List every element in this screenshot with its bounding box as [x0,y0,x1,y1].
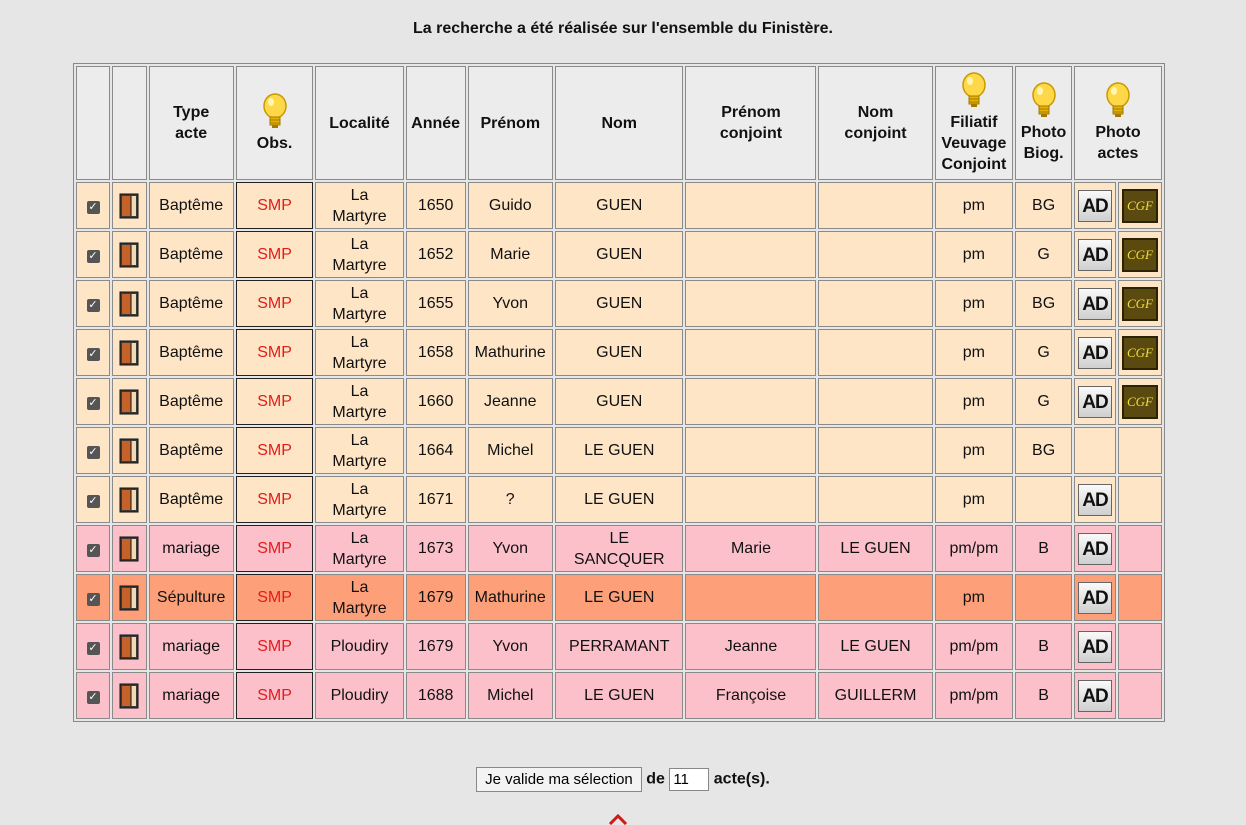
cgf-photo-cell [1118,672,1162,719]
localite-cell: Ploudiry [315,672,403,719]
view-cell[interactable] [112,427,147,474]
photo-biog-cell [1015,574,1072,621]
ad-photo-button[interactable]: AD [1078,239,1112,271]
prenom-cell: Jeanne [468,378,554,425]
type-acte-cell: Baptême [149,231,234,278]
filiatif-cell: pm [935,280,1014,327]
cgf-photo-cell [1118,476,1162,523]
book-icon[interactable] [119,687,139,704]
lightbulb-icon [1031,82,1057,120]
prenom-conjoint-cell [685,231,816,278]
cgf-photo-cell[interactable] [1118,182,1162,229]
checkbox-checked-icon[interactable]: ✓ [88,201,98,213]
photo-biog-cell: B [1015,672,1072,719]
type-acte-cell: Baptême [149,378,234,425]
annee-header: Année [406,66,466,180]
select-column-header [76,66,110,180]
ad-photo-button[interactable]: AD [1078,386,1112,418]
localite-cell: La Martyre [315,525,403,572]
book-icon[interactable] [119,197,139,214]
book-icon[interactable] [119,393,139,410]
view-cell[interactable] [112,182,147,229]
type-acte-cell: mariage [149,623,234,670]
filiatif-cell: pm [935,231,1014,278]
prenom-cell: Yvon [468,280,554,327]
nom-conjoint-cell [818,427,932,474]
obs-cell[interactable]: SMP [236,476,313,523]
table-row [76,329,1162,376]
footer-acte-label: acte(s). [713,770,770,788]
select-cell[interactable] [76,623,110,670]
ad-photo-cell[interactable] [1074,378,1116,425]
photo-biog-cell: B [1015,525,1072,572]
cgf-photo-cell[interactable] [1118,280,1162,327]
view-column-header [112,66,147,180]
checkbox-checked-icon[interactable]: ✓ [88,299,98,311]
type-acte-cell: mariage [149,525,234,572]
select-cell[interactable] [76,231,110,278]
checkbox-checked-icon[interactable]: ✓ [88,544,98,556]
filiatif-cell: pm [935,427,1014,474]
localite-cell: La Martyre [315,329,403,376]
filiatif-cell: pm [935,182,1014,229]
nom-cell: GUEN [555,182,683,229]
cgf-photo-button[interactable]: CGF [1122,238,1158,272]
prenom-conjoint-cell [685,476,816,523]
validate-selection-button[interactable]: Je valide ma sélection [476,767,642,792]
checkbox-checked-icon[interactable]: ✓ [88,397,98,409]
photo-biog-cell: BG [1015,427,1072,474]
ad-photo-button[interactable]: AD [1078,533,1112,565]
results-table [73,63,1165,722]
obs-cell[interactable]: SMP [236,574,313,621]
prenom-conjoint-cell [685,182,816,229]
table-row [76,672,1162,719]
cgf-photo-cell [1118,623,1162,670]
table-row [76,280,1162,327]
checkbox-checked-icon[interactable]: ✓ [88,593,98,605]
photo-biog-cell: G [1015,329,1072,376]
obs-cell[interactable]: SMP [236,672,313,719]
nom-cell: LE SANCQUER [555,525,683,572]
type-acte-cell: Baptême [149,427,234,474]
table-row [76,476,1162,523]
prenom-cell: Mathurine [468,574,554,621]
ad-photo-button[interactable]: AD [1078,582,1112,614]
type-acte-cell: Sépulture [149,574,234,621]
view-cell[interactable] [112,525,147,572]
table-row [76,378,1162,425]
localite-cell: La Martyre [315,574,403,621]
annee-cell: 1679 [406,574,466,621]
prenom-cell: Yvon [468,525,554,572]
table-row [76,623,1162,670]
select-cell[interactable] [76,476,110,523]
nom-cell: PERRAMANT [555,623,683,670]
ad-photo-button[interactable]: AD [1078,190,1112,222]
annee-cell: 1664 [406,427,466,474]
filiatif-cell: pm/pm [935,525,1014,572]
type-acte-cell: Baptême [149,182,234,229]
select-cell[interactable] [76,280,110,327]
annee-cell: 1660 [406,378,466,425]
type-acte-cell: Baptême [149,280,234,327]
annee-cell: 1671 [406,476,466,523]
ad-photo-cell[interactable] [1074,329,1116,376]
nom-conjoint-cell [818,574,932,621]
results-body [76,182,1162,719]
annee-cell: 1658 [406,329,466,376]
nom-conjoint-cell: GUILLERM [818,672,932,719]
annee-cell: 1655 [406,280,466,327]
type-acte-cell: Baptême [149,329,234,376]
table-row [76,182,1162,229]
obs-cell[interactable]: SMP [236,182,313,229]
checkbox-checked-icon[interactable]: ✓ [88,250,98,262]
obs-cell[interactable]: SMP [236,378,313,425]
prenom-cell: Guido [468,182,554,229]
localite-cell: La Martyre [315,427,403,474]
ad-photo-cell[interactable] [1074,231,1116,278]
checkbox-checked-icon[interactable]: ✓ [88,446,98,458]
table-row [76,574,1162,621]
annee-cell: 1688 [406,672,466,719]
cgf-photo-cell[interactable] [1118,378,1162,425]
book-icon[interactable] [119,589,139,606]
header-row [76,66,1162,180]
filiatif-cell: pm/pm [935,672,1014,719]
view-cell[interactable] [112,623,147,670]
checkbox-checked-icon[interactable]: ✓ [88,495,98,507]
select-cell[interactable] [76,182,110,229]
prenom-conjoint-cell: Françoise [685,672,816,719]
cgf-photo-button[interactable]: CGF [1122,287,1158,321]
nom-conjoint-cell [818,329,932,376]
nom-cell: GUEN [555,280,683,327]
localite-cell: La Martyre [315,476,403,523]
prenom-cell: Michel [468,672,554,719]
nom-cell: LE GUEN [555,427,683,474]
scroll-up-icon[interactable] [608,813,628,825]
ad-photo-cell[interactable] [1074,476,1116,523]
prenom-conjoint-cell [685,329,816,376]
nom-conjoint-cell [818,182,932,229]
photo-biog-cell: B [1015,623,1072,670]
ad-photo-cell [1074,427,1116,474]
photo-biog-header[interactable]: Photo Biog. [1015,66,1072,180]
view-cell[interactable] [112,378,147,425]
book-icon[interactable] [119,295,139,312]
obs-cell[interactable]: SMP [236,623,313,670]
view-cell[interactable] [112,280,147,327]
book-icon[interactable] [119,246,139,263]
acte-count-input[interactable] [669,768,709,791]
cgf-photo-cell [1118,427,1162,474]
localite-cell: La Martyre [315,231,403,278]
localite-cell: La Martyre [315,182,403,229]
nom-conjoint-header: Nom conjoint [818,66,932,180]
obs-header[interactable]: Obs. [236,66,313,180]
book-icon[interactable] [119,540,139,557]
localite-header: Localité [315,66,403,180]
prenom-conjoint-cell [685,427,816,474]
view-cell[interactable] [112,574,147,621]
select-cell[interactable] [76,329,110,376]
photo-actes-header[interactable]: Photo actes [1074,66,1162,180]
prenom-cell: Michel [468,427,554,474]
nom-conjoint-cell [818,378,932,425]
view-cell[interactable] [112,231,147,278]
checkbox-checked-icon[interactable]: ✓ [88,691,98,703]
select-cell[interactable] [76,525,110,572]
ad-photo-cell[interactable] [1074,672,1116,719]
prenom-cell: Marie [468,231,554,278]
book-icon[interactable] [119,638,139,655]
lightbulb-icon [961,72,987,110]
nom-cell: GUEN [555,378,683,425]
ad-photo-cell[interactable] [1074,623,1116,670]
prenom-cell: Mathurine [468,329,554,376]
type-acte-cell: mariage [149,672,234,719]
ad-photo-button[interactable]: AD [1078,484,1112,516]
prenom-conjoint-cell: Jeanne [685,623,816,670]
localite-cell: La Martyre [315,378,403,425]
ad-photo-cell[interactable] [1074,280,1116,327]
nom-cell: GUEN [555,231,683,278]
nom-cell: LE GUEN [555,476,683,523]
footer-de-label: de [646,770,665,788]
view-cell[interactable] [112,329,147,376]
filiatif-cell: pm [935,574,1014,621]
obs-cell[interactable]: SMP [236,525,313,572]
prenom-conjoint-cell [685,574,816,621]
prenom-conjoint-cell: Marie [685,525,816,572]
localite-cell: La Martyre [315,280,403,327]
localite-cell: Ploudiry [315,623,403,670]
ad-photo-cell[interactable] [1074,525,1116,572]
cgf-photo-cell [1118,525,1162,572]
cgf-photo-cell[interactable] [1118,329,1162,376]
obs-cell[interactable]: SMP [236,427,313,474]
type-acte-cell: Baptême [149,476,234,523]
prenom-conjoint-header: Prénom conjoint [685,66,816,180]
filiatif-cell: pm [935,329,1014,376]
select-cell[interactable] [76,378,110,425]
table-row [76,427,1162,474]
nom-conjoint-cell: LE GUEN [818,525,932,572]
nom-conjoint-cell [818,476,932,523]
annee-cell: 1650 [406,182,466,229]
photo-biog-cell: G [1015,378,1072,425]
photo-biog-cell: BG [1015,280,1072,327]
ad-photo-button[interactable]: AD [1078,288,1112,320]
prenom-header: Prénom [468,66,554,180]
book-icon[interactable] [119,491,139,508]
select-cell[interactable] [76,672,110,719]
ad-photo-cell[interactable] [1074,574,1116,621]
nom-header: Nom [555,66,683,180]
checkbox-checked-icon[interactable]: ✓ [88,348,98,360]
checkbox-checked-icon[interactable]: ✓ [88,642,98,654]
table-row [76,231,1162,278]
obs-cell[interactable]: SMP [236,280,313,327]
ad-photo-button[interactable]: AD [1078,631,1112,663]
cgf-photo-cell [1118,574,1162,621]
table-row [76,525,1162,572]
prenom-conjoint-cell [685,280,816,327]
nom-conjoint-cell [818,280,932,327]
nom-cell: GUEN [555,329,683,376]
lightbulb-icon [1105,82,1131,120]
annee-cell: 1673 [406,525,466,572]
nom-conjoint-cell [818,231,932,278]
nom-cell: LE GUEN [555,672,683,719]
annee-cell: 1652 [406,231,466,278]
cgf-photo-button[interactable]: CGF [1122,385,1158,419]
obs-cell[interactable]: SMP [236,329,313,376]
ad-photo-cell[interactable] [1074,182,1116,229]
book-icon[interactable] [119,442,139,459]
filiatif-cell: pm [935,476,1014,523]
obs-cell[interactable]: SMP [236,231,313,278]
photo-biog-cell [1015,476,1072,523]
prenom-conjoint-cell [685,378,816,425]
view-cell[interactable] [112,672,147,719]
annee-cell: 1679 [406,623,466,670]
nom-cell: LE GUEN [555,574,683,621]
photo-biog-cell: BG [1015,182,1072,229]
lightbulb-icon [262,93,288,131]
select-cell[interactable] [76,574,110,621]
select-cell[interactable] [76,427,110,474]
filiatif-header[interactable]: Filiatif Veuvage Conjoint [935,66,1014,180]
prenom-cell: ? [468,476,554,523]
search-scope-message: La recherche a été réalisée sur l'ensemble du Finistère. [413,20,833,37]
selection-footer [0,767,1246,792]
ad-photo-button[interactable]: AD [1078,337,1112,369]
photo-biog-cell: G [1015,231,1072,278]
filiatif-cell: pm/pm [935,623,1014,670]
view-cell[interactable] [112,476,147,523]
filiatif-cell: pm [935,378,1014,425]
ad-photo-button[interactable]: AD [1078,680,1112,712]
cgf-photo-button[interactable]: CGF [1122,336,1158,370]
type-acte-header: Type acte [149,66,234,180]
cgf-photo-cell[interactable] [1118,231,1162,278]
prenom-cell: Yvon [468,623,554,670]
nom-conjoint-cell: LE GUEN [818,623,932,670]
book-icon[interactable] [119,344,139,361]
cgf-photo-button[interactable]: CGF [1122,189,1158,223]
